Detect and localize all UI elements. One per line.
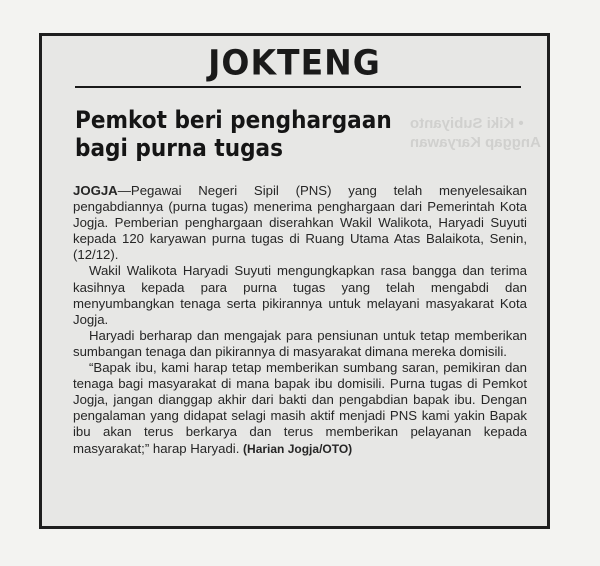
newspaper-clipping: [39, 33, 550, 529]
article-paragraph: [73, 360, 527, 457]
section-title: JOKTENG: [208, 42, 381, 83]
article-paragraph: Haryadi berharap dan mengajak para pensiunan untuk tetap memberikan sumbangan tenaga dan pikirannya di masyarakat dimana mereka domisili.: [73, 327, 527, 359]
paragraph-text: “Bapak ibu, kami harap tetap memberikan sumbang saran, pemikiran dan tenaga bagi masyarakat di mana bapak ibu domisili. Purna tugas di Pemkot Jogja, jangan dianggap akhir dari bakti dan pengabdian bapak ibu. Dengan pengalaman yang didapat selagi masih aktif menjadi PNS kami yakin Bapak ibu akan terus berkarya dan terus memberikan pelayanan kepada masyarakat;” harap Haryadi.: [73, 360, 527, 456]
headline-line: Pemkot beri penghargaan: [75, 106, 392, 134]
headline-line: bagi purna tugas: [75, 134, 283, 162]
bleed-through-line: Anggap Karyawan: [410, 134, 541, 151]
bleed-through-line: • Kiki Subiyanto: [410, 115, 524, 132]
paragraph-text: —Pegawai Negeri Sipil (PNS) yang telah menyelesaikan pengabdiannya (purna tugas) menerima penghargaan dari Pemerintah Kota Jogja. Pemberian penghargaan diserahkan Wakil Walikota, Haryadi Suyuti kepada 120 karyawan purna tugas di Ruang Utama Atas Balaikota, Senin, (12/12).: [73, 183, 527, 263]
article-credit: (Harian Jogja/OTO): [243, 441, 353, 456]
article-body: [73, 183, 527, 457]
article-paragraph: [73, 183, 527, 263]
article-paragraph: Wakil Walikota Haryadi Suyuti mengungkapkan rasa bangga dan terima kasihnya kepada para purna tugas yang telah mengabdi dan menyumbangkan tenaga serta pikirannya untuk melayani masyakarat Kota Jogja.: [73, 263, 527, 327]
section-rule: [75, 86, 521, 88]
headline: [75, 106, 471, 162]
dateline: JOGJA: [73, 183, 118, 198]
